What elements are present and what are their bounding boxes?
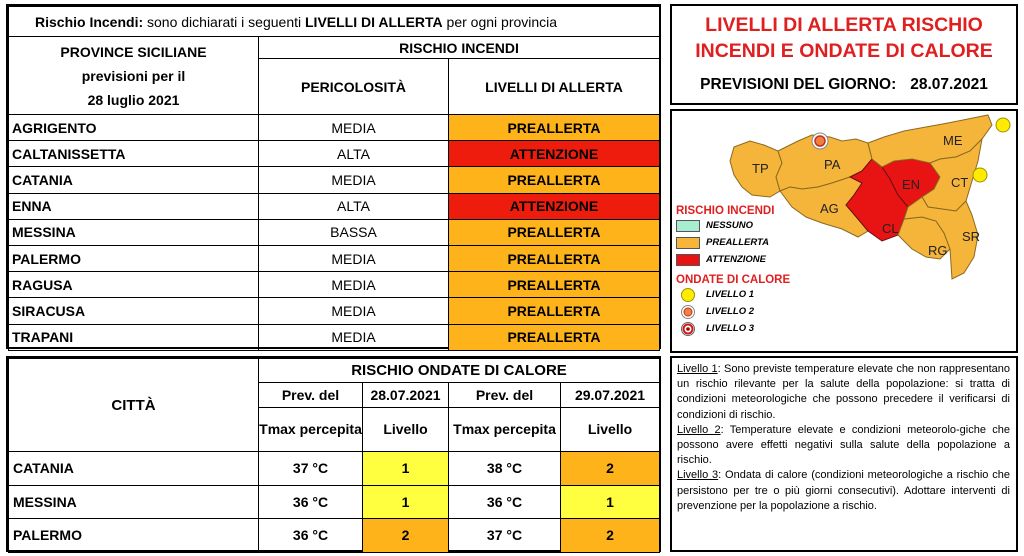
province-header: PROVINCE SICILIANE previsioni per il 28 luglio 2021 [9, 37, 259, 115]
city-name: CATANIA [9, 452, 259, 486]
map-legend [676, 205, 826, 337]
forecast-date-2: 29.07.2021 [561, 383, 660, 408]
orange-circle-icon [676, 304, 700, 320]
forecast-line [672, 76, 1016, 94]
province-name: ENNA [9, 193, 259, 219]
province-row [9, 167, 660, 193]
legend-item-level3: LIVELLO 3 [676, 320, 826, 337]
yellow-circle-icon [676, 287, 700, 303]
legend-item-level1: LIVELLO 1 [676, 286, 826, 303]
heat-marker-palermo-ring [815, 136, 825, 146]
danger-level: BASSA [259, 219, 449, 245]
map-label-sr: SR [962, 229, 981, 244]
province-name: MESSINA [9, 219, 259, 245]
danger-level: MEDIA [259, 167, 449, 193]
province-row [9, 298, 660, 324]
heat-level-2: 2 [561, 452, 660, 486]
legend-swatch-prealert [676, 237, 700, 249]
heat-level-1: 1 [363, 485, 449, 519]
danger-level: MEDIA [259, 298, 449, 324]
alert-level: PREALLERTA [449, 272, 660, 298]
alert-level: ATTENZIONE [449, 193, 660, 219]
province-row [9, 219, 660, 245]
alert-level: ATTENZIONE [449, 141, 660, 167]
tmax-value-1: 37 °C [259, 452, 363, 486]
province-row [9, 272, 660, 298]
forecast-label: PREVISIONI DEL GIORNO: [700, 76, 897, 93]
legend-item-none: NESSUNO [676, 217, 826, 234]
tmax-value-2: 36 °C [449, 485, 561, 519]
danger-level: MEDIA [259, 272, 449, 298]
heat-level-1: 2 [363, 519, 449, 553]
fire-risk-panel [6, 4, 661, 349]
tmax-value-1: 36 °C [259, 519, 363, 553]
province-row [9, 115, 660, 141]
legend-item-level2: LIVELLO 2 [676, 303, 826, 320]
city-header: CITTÀ [9, 359, 259, 452]
city-row [9, 519, 660, 553]
map-label-en: EN [902, 177, 921, 192]
fire-legend-title: RISCHIO INCENDI [676, 205, 775, 217]
heat-wave-title: RISCHIO ONDATE DI CALORE [259, 359, 660, 383]
heat-wave-table [8, 358, 660, 553]
province-name: RAGUSA [9, 272, 259, 298]
province-name: PALERMO [9, 245, 259, 271]
legend-swatch-attention [676, 254, 700, 266]
province-row [9, 141, 660, 167]
legend-item-prealert: PREALLERTA [676, 234, 826, 251]
sicily-map-panel [670, 109, 1018, 353]
province-name: CATANIA [9, 167, 259, 193]
legend-swatch-none [676, 220, 700, 232]
map-label-me: ME [943, 133, 963, 148]
heat-level-2: 2 [561, 519, 660, 553]
province-row [9, 324, 660, 350]
heat-wave-panel [6, 356, 661, 552]
heat-level-notes [670, 356, 1018, 552]
map-label-ag: AG [820, 201, 839, 216]
map-label-ct: CT [951, 175, 969, 190]
province-row [9, 193, 660, 219]
note-level-2: Livello 2: Temperature elevate e condizioni meteorolo-giche che possono avere effetti negativi sulla salute della popolazione a rischio. [677, 423, 1010, 467]
danger-level: ALTA [259, 193, 449, 219]
prev-label-2: Prev. del [449, 383, 561, 408]
tmax-value-2: 37 °C [449, 519, 561, 553]
alert-level: PREALLERTA [449, 324, 660, 350]
fire-risk-header: RISCHIO INCENDI [259, 37, 660, 59]
alert-level: PREALLERTA [449, 245, 660, 271]
danger-level: ALTA [259, 141, 449, 167]
province-name: AGRIGENTO [9, 115, 259, 141]
danger-level: MEDIA [259, 324, 449, 350]
alert-level: PREALLERTA [449, 298, 660, 324]
page-title-line1: LIVELLI DI ALLERTA RISCHIO [705, 14, 983, 36]
map-label-rg: RG [928, 243, 948, 258]
tmax-value-1: 36 °C [259, 485, 363, 519]
alert-level: PREALLERTA [449, 115, 660, 141]
province-name: TRAPANI [9, 324, 259, 350]
city-row [9, 485, 660, 519]
province-name: CALTANISSETTA [9, 141, 259, 167]
title-panel [670, 4, 1018, 105]
danger-level: MEDIA [259, 115, 449, 141]
heat-level-2: 1 [561, 485, 660, 519]
page-title-line2: INCENDI E ONDATE DI CALORE [695, 40, 993, 62]
level-header-1: Livello [363, 408, 449, 452]
tmax-header-2: Tmax percepita [449, 408, 561, 452]
map-label-tp: TP [752, 161, 769, 176]
alert-level: PREALLERTA [449, 167, 660, 193]
legend-item-attention: ATTENZIONE [676, 251, 826, 268]
note-level-1: Livello 1: Sono previste temperature elevate che non rappresentano un rischio rilevante per la salute della popolazione: si tratta di condizioni meteorologiche che possono precedere il verificarsi di condizioni di rischio. [677, 363, 1011, 421]
forecast-date-1: 28.07.2021 [363, 383, 449, 408]
note-level-3: Livello 3: Ondata di calore (condizioni meteorologiche a rischio che persistono per tre o più giorni consecutivi). Adottare interventi di prevenzione per la popolazione a rischio. [677, 469, 1011, 512]
forecast-date: 28.07.2021 [910, 76, 988, 93]
heat-marker-messina [996, 118, 1010, 132]
city-row [9, 452, 660, 486]
heat-marker-catania [973, 168, 987, 182]
heat-level-1: 1 [363, 452, 449, 486]
level-header-2: Livello [561, 408, 660, 452]
city-name: MESSINA [9, 485, 259, 519]
prev-label-1: Prev. del [259, 383, 363, 408]
danger-column-header: PERICOLOSITÀ [259, 59, 449, 115]
map-label-pa: PA [824, 157, 841, 172]
fire-intro-text: Rischio Incendi: sono dichiarati i seguenti LIVELLI DI ALLERTA per ogni provincia [9, 7, 660, 37]
red-ring-circle-icon [676, 321, 700, 337]
alert-column-header: LIVELLI DI ALLERTA [449, 59, 660, 115]
province-row [9, 245, 660, 271]
tmax-value-2: 38 °C [449, 452, 561, 486]
heat-legend-title: ONDATE DI CALORE [676, 274, 791, 286]
tmax-header-1: Tmax percepita [259, 408, 363, 452]
alert-level: PREALLERTA [449, 219, 660, 245]
city-name: PALERMO [9, 519, 259, 553]
province-name: SIRACUSA [9, 298, 259, 324]
danger-level: MEDIA [259, 245, 449, 271]
fire-risk-table [8, 6, 660, 351]
map-label-cl: CL [882, 221, 899, 236]
